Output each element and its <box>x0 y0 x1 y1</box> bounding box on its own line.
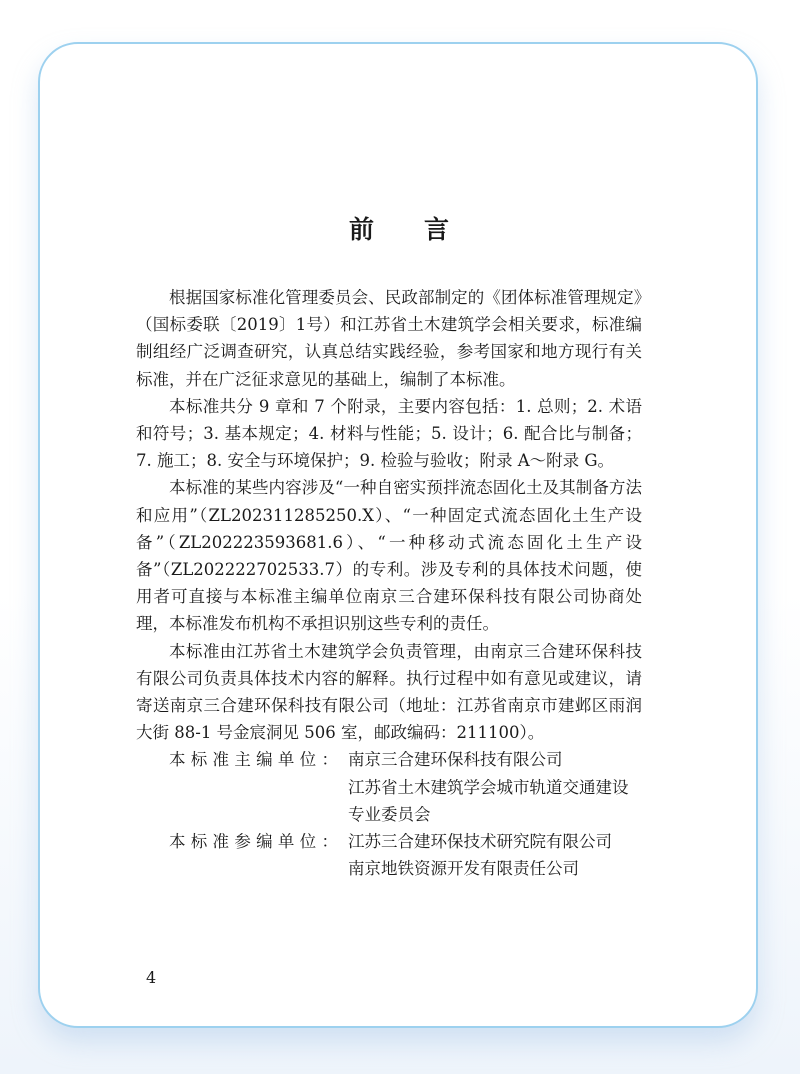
chief-editor-names <box>348 746 642 828</box>
chief-editor-colon: ： <box>321 750 338 770</box>
page-title <box>0 210 800 246</box>
paragraph-contents: 本标准共分 9 章和 7 个附录，主要内容包括：1. 总则；2. 术语和符号；3. 基本规定；4. 材料与性能；5. 设计；6. 配合比与制备；7. 施工；8. 安全与环境保护；9. 检验与验收；附录 A～附录 G。 <box>136 396 642 471</box>
chief-editor-name: 南京三合建环保科技有限公司 <box>348 750 563 770</box>
title-char-2: 言 <box>424 215 452 244</box>
participating-editor-name: 江苏三合建环保技术研究院有限公司 <box>348 832 612 852</box>
participating-editor-block <box>136 828 642 882</box>
participating-editor-name: 南京地铁资源开发有限责任公司 <box>348 859 579 879</box>
foreword-body <box>136 284 642 882</box>
paragraph-management: 本标准由江苏省土木建筑学会负责管理，由南京三合建环保科技有限公司负责具体技术内容的解释。执行过程中如有意见或建议，请寄送南京三合建环保科技有限公司（地址：江苏省南京市建邺区雨润大街 88-1 号金宸洞见 506 室，邮政编码：211100）。 <box>136 641 642 743</box>
chief-editor-label: 本标准主编单位 <box>169 750 322 770</box>
participating-editor-names <box>348 828 642 882</box>
chief-editor-name: 江苏省土木建筑学会城市轨道交通建设专业委员会 <box>348 777 629 824</box>
paragraph-patents: 本标准的某些内容涉及“一种自密实预拌流态固化土及其制备方法和应用”（ZL202311285250.X）、“一种固定式流态固化土生产设备”（ZL202223593681.6）、“一种移动式流态固化土生产设备”（ZL202222702533.7）的专利。涉及专利的具体技术问题，使用者可直接与本标准主编单位南京三合建环保科技有限公司协商处理，本标准发布机构不承担识别这些专利的责任。 <box>136 478 642 634</box>
page-number: 4 <box>146 968 157 987</box>
participating-editor-label: 本标准参编单位 <box>169 832 322 852</box>
chief-editor-block <box>136 746 642 828</box>
participating-editor-colon: ： <box>321 832 338 852</box>
paragraph-basis: 根据国家标准化管理委员会、民政部制定的《团体标准管理规定》（国标委联〔2019〕1号）和江苏省土木建筑学会相关要求，标准编制组经广泛调查研究，认真总结实践经验，参考国家和地方现行有关标准，并在广泛征求意见的基础上，编制了本标准。 <box>136 288 642 389</box>
title-char-1: 前 <box>348 215 376 244</box>
